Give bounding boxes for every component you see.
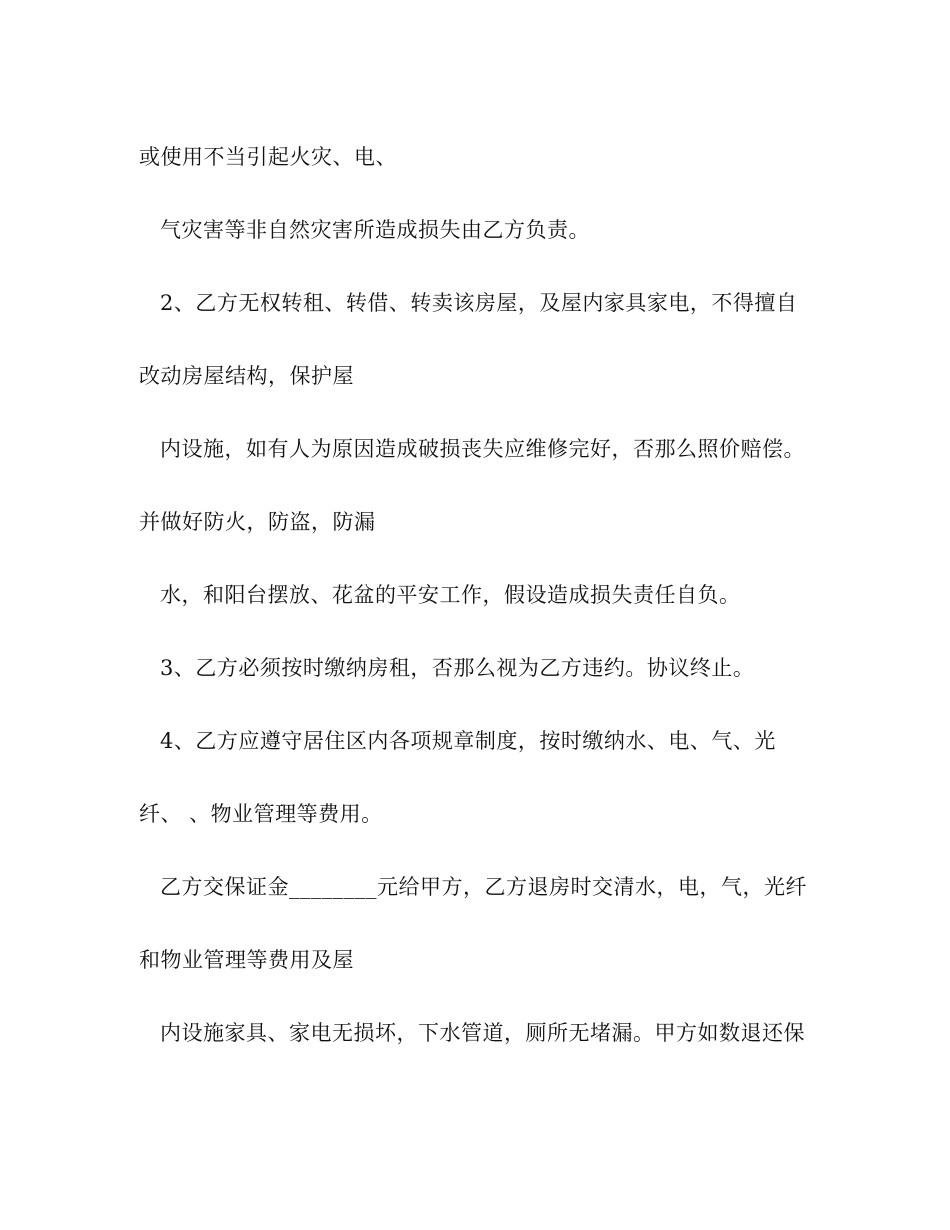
text-line-13: 内设施家具、家电无损坏，下水管道，厕所无堵漏。甲方如数退还保 — [160, 1021, 805, 1045]
text-line-3: 2、乙方无权转租、转借、转卖该房屋，及屋内家具家电，不得擅自 — [160, 291, 798, 315]
text-line-5: 内设施，如有人为原因造成破损丧失应维修完好，否那么照价赔偿。 — [160, 437, 805, 461]
text-line-7: 水，和阳台摆放、花盆的平安工作，假设造成损失责任自负。 — [160, 583, 741, 607]
text-line-4: 改动房屋结构，保护屋 — [139, 364, 354, 388]
text-line-11: 乙方交保证金________元给甲方，乙方退房时交清水，电，气，光纤 — [160, 875, 807, 899]
text-line-12: 和物业管理等费用及屋 — [139, 948, 354, 972]
text-line-10: 纤、 、物业管理等费用。 — [139, 802, 383, 826]
text-line-2: 气灾害等非自然灾害所造成损失由乙方负责。 — [160, 218, 590, 242]
text-line-8: 3、乙方必须按时缴纳房租，否那么视为乙方违约。协议终止。 — [160, 656, 755, 680]
text-line-6: 并做好防火，防盗，防漏 — [139, 510, 376, 534]
text-line-9: 4、乙方应遵守居住区内各项规章制度，按时缴纳水、电、气、光 — [160, 729, 776, 753]
text-line-1: 或使用不当引起火灾、电、 — [139, 145, 397, 169]
